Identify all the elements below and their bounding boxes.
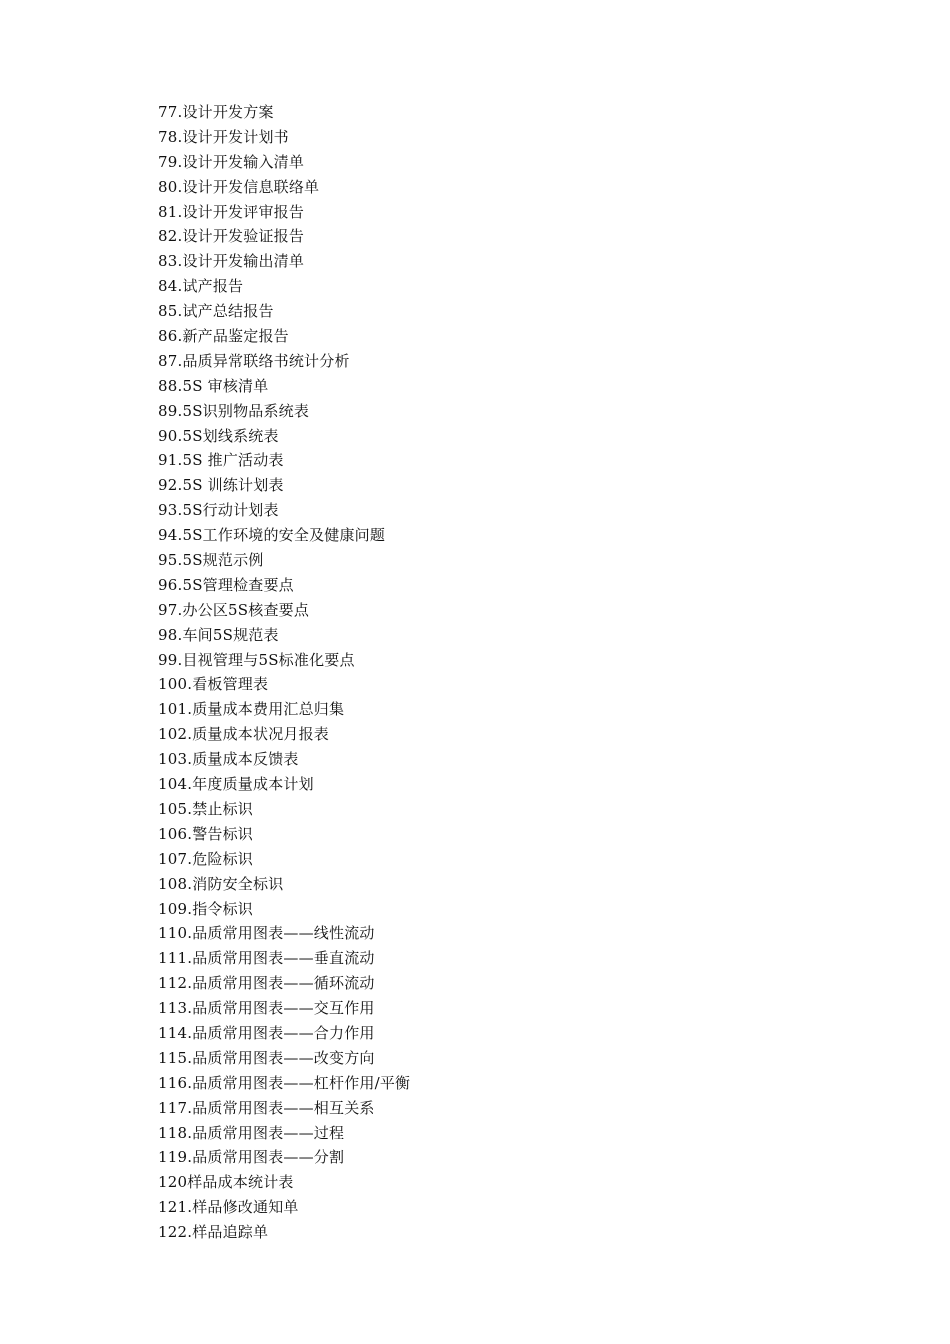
list-item: 114.品质常用图表——合力作用 bbox=[158, 1023, 375, 1042]
list-item: 106.警告标识 bbox=[158, 824, 253, 843]
list-item: 110.品质常用图表——线性流动 bbox=[158, 924, 375, 943]
list-item: 121.样品修改通知单 bbox=[158, 1198, 299, 1217]
list-item: 122.样品追踪单 bbox=[158, 1223, 269, 1242]
list-item: 81.设计开发评审报告 bbox=[158, 202, 305, 221]
list-item: 78.设计开发计划书 bbox=[158, 127, 289, 146]
list-item: 80.设计开发信息联络单 bbox=[158, 177, 320, 196]
list-item: 88.5S 审核清单 bbox=[158, 376, 269, 395]
list-item: 89.5S识别物品系统表 bbox=[158, 401, 310, 420]
list-item: 108.消防安全标识 bbox=[158, 874, 284, 893]
list-item: 111.品质常用图表——垂直流动 bbox=[158, 949, 375, 968]
list-item: 112.品质常用图表——循环流动 bbox=[158, 974, 375, 993]
list-item: 102.质量成本状况月报表 bbox=[158, 725, 329, 744]
list-item: 105.禁止标识 bbox=[158, 799, 253, 818]
form-list bbox=[158, 100, 410, 1245]
list-item: 117.品质常用图表——相互关系 bbox=[158, 1098, 375, 1117]
list-item: 77.设计开发方案 bbox=[158, 103, 274, 121]
list-item: 99.目视管理与5S标准化要点 bbox=[158, 650, 355, 669]
list-item: 96.5S管理检查要点 bbox=[158, 575, 294, 594]
list-item: 92.5S 训练计划表 bbox=[158, 476, 284, 495]
list-item: 86.新产品鉴定报告 bbox=[158, 327, 289, 346]
list-item: 107.危险标识 bbox=[158, 849, 253, 868]
list-item: 90.5S划线系统表 bbox=[158, 426, 279, 445]
list-item: 101.质量成本费用汇总归集 bbox=[158, 700, 345, 719]
list-item: 116.品质常用图表——杠杆作用/平衡 bbox=[158, 1073, 411, 1092]
list-item: 87.品质异常联络书统计分析 bbox=[158, 351, 350, 370]
list-item: 82.设计开发验证报告 bbox=[158, 227, 305, 246]
list-item: 83.设计开发输出清单 bbox=[158, 252, 305, 271]
list-item: 91.5S 推广活动表 bbox=[158, 451, 284, 470]
list-item: 85.试产总结报告 bbox=[158, 302, 274, 321]
list-item: 120样品成本统计表 bbox=[158, 1173, 294, 1192]
list-item: 98.车间5S规范表 bbox=[158, 625, 279, 644]
list-item: 103.质量成本反馈表 bbox=[158, 750, 299, 769]
list-item: 100.看板管理表 bbox=[158, 675, 269, 694]
list-item: 84.试产报告 bbox=[158, 277, 244, 296]
list-item: 97.办公区5S核查要点 bbox=[158, 600, 310, 619]
list-item: 118.品质常用图表——过程 bbox=[158, 1123, 345, 1142]
list-item: 115.品质常用图表——改变方向 bbox=[158, 1048, 375, 1067]
list-item: 95.5S规范示例 bbox=[158, 551, 264, 570]
list-item: 94.5S工作环境的安全及健康问题 bbox=[158, 526, 386, 545]
list-item: 104.年度质量成本计划 bbox=[158, 775, 314, 794]
list-item: 109.指令标识 bbox=[158, 899, 253, 918]
list-item: 119.品质常用图表——分割 bbox=[158, 1148, 345, 1167]
list-item: 79.设计开发输入清单 bbox=[158, 152, 305, 171]
list-item: 113.品质常用图表——交互作用 bbox=[158, 999, 375, 1018]
list-item: 93.5S行动计划表 bbox=[158, 501, 279, 520]
